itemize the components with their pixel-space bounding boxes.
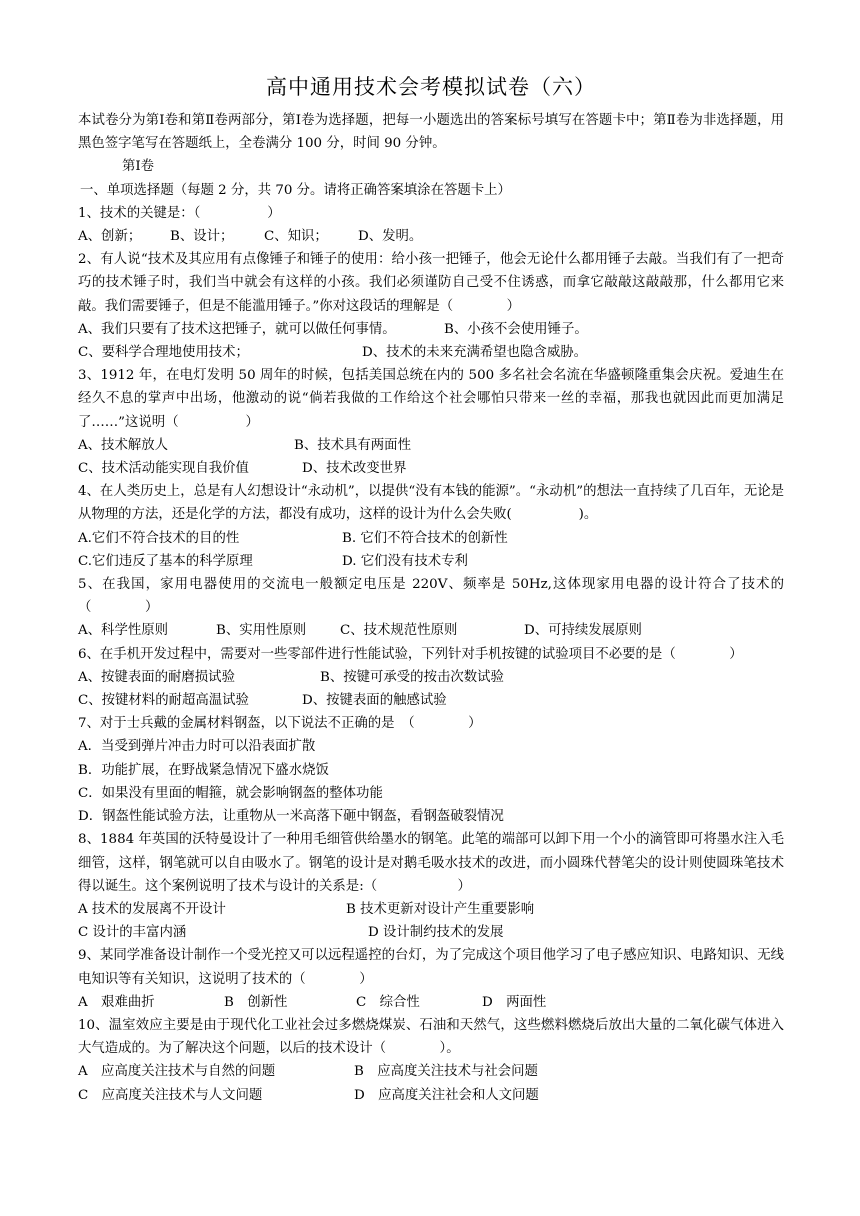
option-c: C.它们违反了基本的科学原理 [78, 553, 253, 569]
option-a: A、我们只要有了技术这把锤子，就可以做任何事情。 [78, 321, 396, 337]
question-7-stem: 7、对于士兵戴的金属材料钢盔，以下说法不正确的是 （ ） [78, 716, 482, 732]
option-b: B、小孩不会使用锤子。 [444, 321, 588, 337]
option-b: B、技术具有两面性 [294, 437, 411, 453]
option-b: B．功能扩展，在野战紧急情况下盛水烧饭 [78, 762, 329, 778]
question-1-stem: 1、技术的关键是：（ ） [78, 205, 281, 221]
option-c: C 应高度关注技术与人文问题 [78, 1087, 263, 1103]
question-2-stem: 2、有人说“技术及其应用有点像锤子和锤子的使用：给小孩一把锤子，他会无论什么都用锤子去敲。当我们有了一把奇巧的技术锤子时，我们当中就会有这样的小孩。我们必须谨防自己受不住诱惑，而拿它敲敲这敲敲那，什么都用它来敲。我们需要锤子，但是不能滥用锤子。”你对这段话的理解是（ ） [78, 252, 784, 314]
option-c: C．如果没有里面的帽箍，就会影响钢盔的整体功能 [78, 785, 383, 801]
question-4-options-row1 [78, 527, 784, 550]
option-d: D. 它们没有技术专利 [342, 553, 468, 569]
section-heading: 一、单项选择题（每题 2 分，共 70 分。请将正确答案填涂在答题卡上） [80, 182, 511, 198]
question-6-options-row2 [78, 689, 784, 712]
option-a: A、技术解放人 [78, 437, 169, 453]
option-a: A．当受到弹片冲击力时可以沿表面扩散 [78, 739, 316, 755]
option-c: C 设计的丰富内涵 [78, 925, 187, 941]
option-c: C、技术规范性原则 [340, 623, 458, 639]
option-a: A 艰难曲折 [78, 994, 155, 1010]
question-8-options-row1 [78, 898, 784, 921]
option-d: D 两面性 [482, 994, 547, 1010]
question-1-options [78, 225, 784, 248]
option-d: D 应高度关注社会和人文问题 [354, 1087, 539, 1103]
question-9-options [78, 991, 784, 1014]
volume-heading: 第Ⅰ卷 [122, 159, 155, 175]
option-d: D．钢盔性能试验方法，让重物从一米高落下砸中钢盔，看钢盔破裂情况 [78, 809, 504, 825]
option-c: C、按键材料的耐超高温试验 [78, 693, 249, 709]
option-d: D、发明。 [358, 229, 423, 245]
question-4-stem: 4、在人类历史上，总是有人幻想设计“永动机”，以提供“没有本钱的能源”。“永动机”的想法一直持续了几百年，无论是从物理的方法，还是化学的方法，都没有成功，这样的设计为什么会失败( )。 [78, 484, 784, 523]
option-d: D、技术改变世界 [302, 461, 407, 477]
option-b: B、设计； [170, 229, 234, 245]
option-c: C、要科学合理地使用技术； [78, 345, 249, 361]
question-8-options-row2 [78, 921, 784, 944]
option-b: B、按键可承受的按击次数试验 [320, 669, 504, 685]
intro-paragraph: 本试卷分为第Ⅰ卷和第Ⅱ卷两部分，第Ⅰ卷为选择题，把每一小题选出的答案标号填写在答题卡中；第Ⅱ卷为非选择题，用黑色签字笔写在答题纸上，全卷满分 100 分，时间 90 分钟。 [78, 113, 784, 152]
option-a: A.它们不符合技术的目的性 [78, 530, 240, 546]
question-6-stem: 6、在手机开发过程中，需要对一些零部件进行性能试验，下列针对手机按键的试验项目不必要的是（ ） [78, 646, 743, 662]
question-10-options-row1 [78, 1060, 784, 1083]
question-9-stem: 9、某同学准备设计制作一个受光控又可以远程遥控的台灯，为了完成这个项目他学习了电子感应知识、电路知识、无线电知识等有关知识，这说明了技术的（ ） [78, 948, 784, 987]
option-b: B 创新性 [224, 994, 288, 1010]
option-a: A 应高度关注技术与自然的问题 [78, 1064, 276, 1080]
option-d: D、技术的未来充满希望也隐含威胁。 [362, 345, 587, 361]
question-5-options [78, 619, 784, 642]
option-b: B 技术更新对设计产生重要影响 [346, 901, 535, 917]
option-c: C 综合性 [356, 994, 420, 1010]
question-3-options-row2 [78, 457, 784, 480]
question-6-options-row1 [78, 666, 784, 689]
option-b: B、实用性原则 [216, 623, 307, 639]
option-a: A、创新； [78, 229, 142, 245]
option-d: D 设计制约技术的发展 [368, 925, 504, 941]
question-4-options-row2 [78, 550, 784, 573]
question-3-stem: 3、1912 年，在电灯发明 50 周年的时候，包括美国总统在内的 500 多名社会名流在华盛顿隆重集会庆祝。爱迪生在经久不息的掌声中出场，他激动的说“倘若我做的工作给这个社会哪怕只带来一丝的幸福，那我也就因此而更加满足了……”这说明（ ） [78, 368, 784, 430]
option-a: A 技术的发展离不开设计 [78, 901, 226, 917]
option-a: A、科学性原则 [78, 623, 169, 639]
question-8-stem: 8、1884 年英国的沃特曼设计了一种用毛细管供给墨水的钢笔。此笔的端部可以卸下用一个小的滴管即可将墨水注入毛细管，这样，钢笔就可以自由吸水了。钢笔的设计是对鹅毛吸水技术的改进，而小圆珠代替笔尖的设计则使圆珠笔技术得以诞生。这个案例说明了技术与设计的关系是:（ ） [78, 832, 784, 894]
option-d: D、可持续发展原则 [524, 623, 642, 639]
option-b: B. 它们不符合技术的创新性 [342, 530, 508, 546]
exam-title: 高中通用技术会考模拟试卷（六） [266, 75, 596, 99]
option-b: B 应高度关注技术与社会问题 [354, 1064, 538, 1080]
option-c: C、知识； [264, 229, 328, 245]
question-3-options-row1 [78, 434, 784, 457]
question-10-stem: 10、温室效应主要是由于现代化工业社会过多燃烧煤炭、石油和天然气，这些燃料燃烧后放出大量的二氧化碳气体进入大气造成的。为了解决这个问题，以后的技术设计（ ）。 [78, 1017, 784, 1057]
question-2-options-row2 [78, 341, 784, 364]
question-5-stem: 5、在我国，家用电器使用的交流电一般额定电压是 220V、频率是 50Hz,这体现家用电器的设计符合了技术的（ ） [78, 577, 784, 616]
question-10-options-row2 [78, 1084, 784, 1107]
option-d: D、按键表面的触感试验 [302, 693, 447, 709]
option-a: A、按键表面的耐磨损试验 [78, 669, 235, 685]
option-c: C、技术活动能实现自我价值 [78, 461, 249, 477]
question-2-options-row1 [78, 318, 784, 341]
